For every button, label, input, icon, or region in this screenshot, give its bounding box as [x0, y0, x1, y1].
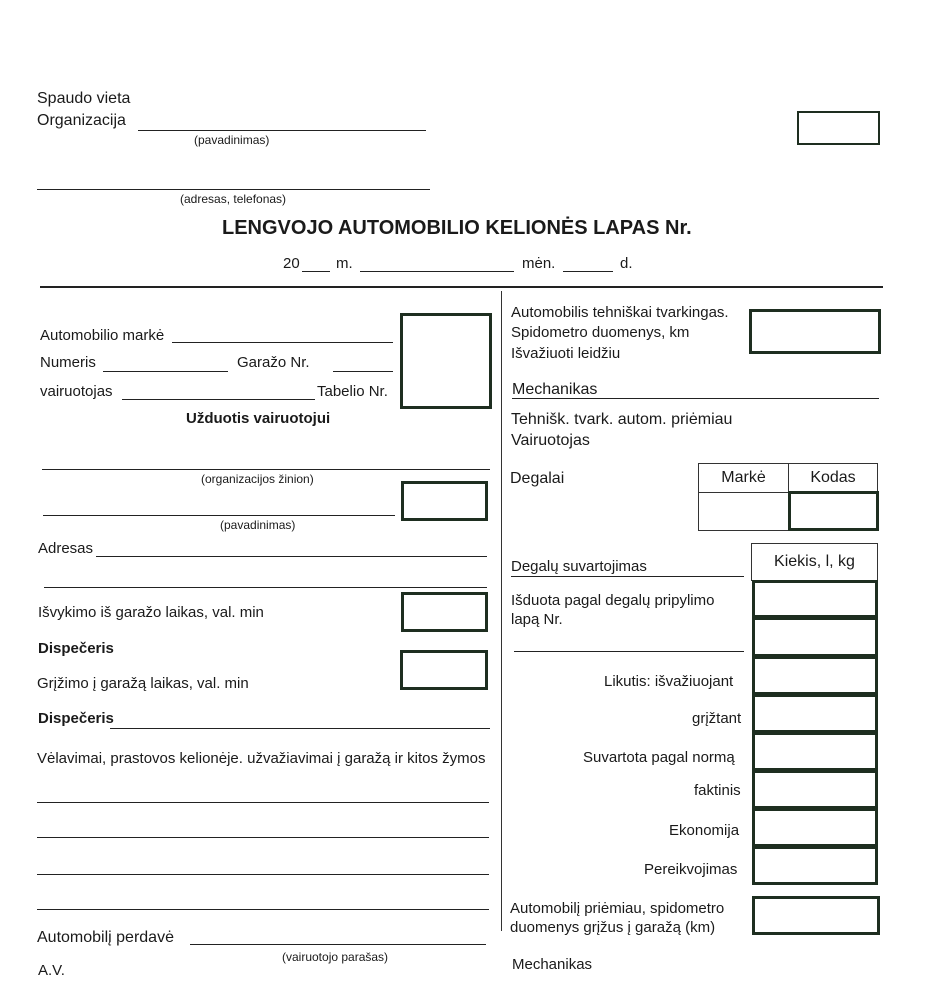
return-time-box[interactable] — [400, 650, 488, 690]
qty-issued-box[interactable] — [752, 580, 878, 618]
actual-consumed-label: faktinis — [694, 782, 741, 799]
car-received-label-line1: Automobilį priėmiau, spidometro — [510, 900, 725, 917]
date-year-prefix: 20 — [283, 255, 300, 272]
overspend-label: Pereikvojimas — [644, 861, 738, 878]
address-label: Adresas — [38, 540, 94, 557]
car-brand-label: Automobilio markė — [40, 327, 165, 344]
task-name-line[interactable] — [43, 515, 395, 516]
issued-label-line2: lapą Nr. — [511, 611, 563, 628]
qty-issued-2-box[interactable] — [752, 617, 878, 657]
organization-name-caption: (pavadinimas) — [194, 133, 270, 147]
org-code-box[interactable] — [401, 481, 488, 521]
stamp-place-label: Spaudo vieta — [37, 90, 131, 107]
driver-label: vairuotojas — [40, 383, 113, 400]
dispatcher-label-2: Dispečeris — [38, 710, 114, 727]
address-line-2[interactable] — [44, 587, 487, 588]
odometer-label: Spidometro duomenys, km — [511, 324, 690, 341]
dispatcher-label-1: Dispečeris — [38, 640, 114, 657]
page-title: LENGVOJO AUTOMOBILIO KELIONĖS LAPAS Nr. — [222, 217, 692, 239]
stamp-av-label: A.V. — [38, 962, 65, 979]
delays-line-3[interactable] — [37, 874, 489, 875]
date-year-suffix: m. — [336, 255, 353, 272]
tech-received-label: Tehnišk. tvark. autom. priėmiau — [511, 411, 733, 428]
fuel-label: Degalai — [510, 470, 565, 487]
return-time-label: Grįžimo į garažą laikas, val. min — [37, 675, 249, 692]
garage-number-label: Garažo Nr. — [237, 354, 310, 371]
address-line-1[interactable] — [96, 556, 487, 557]
column-divider — [501, 291, 502, 931]
technically-ok-label: Automobilis tehniškai tvarkingas. — [511, 304, 729, 321]
delays-line-1[interactable] — [37, 802, 489, 803]
organization-name-line[interactable] — [138, 130, 426, 131]
driver-accept-label: Vairuotojas — [511, 432, 590, 449]
task-name-caption: (pavadinimas) — [220, 518, 296, 532]
departure-time-box[interactable] — [401, 592, 488, 632]
mechanic-label-2: Mechanikas — [512, 956, 593, 973]
dispatcher-line[interactable] — [110, 728, 490, 729]
odometer-departure-box[interactable] — [749, 309, 881, 354]
odometer-return-box[interactable] — [752, 896, 880, 935]
delays-line-4[interactable] — [37, 909, 489, 910]
driver-task-heading: Užduotis vairuotojui — [186, 410, 331, 427]
departure-time-label: Išvykimo iš garažo laikas, val. min — [38, 604, 264, 621]
fuel-code-header: Kodas — [788, 463, 878, 493]
date-year-line[interactable] — [302, 271, 330, 272]
date-month-suffix: mėn. — [522, 255, 556, 272]
fuel-consumption-label: Degalų suvartojimas — [511, 558, 647, 575]
organization-label: Organizacija — [37, 112, 126, 129]
header-divider — [40, 286, 883, 288]
number-label: Numeris — [40, 354, 96, 371]
fuel-consumption-line — [511, 576, 744, 577]
car-received-label-line2: duomenys grįžus į garažą (km) — [510, 919, 716, 936]
issued-sheet-line[interactable] — [514, 651, 744, 652]
qty-economy-box[interactable] — [752, 808, 878, 847]
qty-actual-box[interactable] — [752, 770, 878, 809]
issued-label-line1: Išduota pagal degalų pripylimo — [511, 592, 715, 609]
driver-signature-line[interactable] — [190, 944, 486, 945]
delays-line-2[interactable] — [37, 837, 489, 838]
qty-remaining-return-box[interactable] — [752, 694, 878, 733]
org-disposal-caption: (organizacijos žinion) — [201, 472, 314, 486]
address-phone-line[interactable] — [37, 189, 430, 190]
number-line[interactable] — [103, 371, 228, 372]
driver-signature-caption: (vairuotojo parašas) — [282, 950, 389, 964]
quantity-header: Kiekis, l, kg — [751, 543, 878, 581]
driver-line[interactable] — [122, 399, 315, 400]
mechanic-label-1: Mechanikas — [512, 381, 598, 398]
fuel-brand-cell[interactable] — [698, 492, 789, 531]
mechanic-line-1[interactable] — [512, 398, 879, 399]
garage-number-line[interactable] — [333, 371, 393, 372]
delays-label: Vėlavimai, prastovos kelionėje. užvažiavimai į garažą ir kitos žymos — [37, 750, 486, 767]
fuel-code-box[interactable] — [788, 491, 879, 531]
date-day-line[interactable] — [563, 271, 613, 272]
remaining-return-label: grįžtant — [692, 710, 742, 727]
norm-consumed-label: Suvartota pagal normą — [583, 749, 735, 766]
garage-tabel-box[interactable] — [400, 313, 492, 409]
tabel-number-label: Tabelio Nr. — [317, 383, 388, 400]
qty-norm-box[interactable] — [752, 732, 878, 771]
form-number-box[interactable] — [797, 111, 880, 145]
handed-over-label: Automobilį perdavė — [37, 929, 174, 946]
date-day-suffix: d. — [620, 255, 633, 272]
remaining-departure-label: Likutis: išvažiuojant — [604, 673, 734, 690]
address-phone-caption: (adresas, telefonas) — [180, 192, 287, 206]
fuel-brand-header: Markė — [698, 463, 789, 493]
qty-remaining-departure-box[interactable] — [752, 656, 878, 695]
qty-overspend-box[interactable] — [752, 846, 878, 885]
org-disposal-line[interactable] — [42, 469, 490, 470]
departure-allowed-label: Išvažiuoti leidžiu — [511, 345, 621, 362]
economy-label: Ekonomija — [669, 822, 740, 839]
date-month-line[interactable] — [360, 271, 514, 272]
car-brand-line[interactable] — [172, 342, 393, 343]
